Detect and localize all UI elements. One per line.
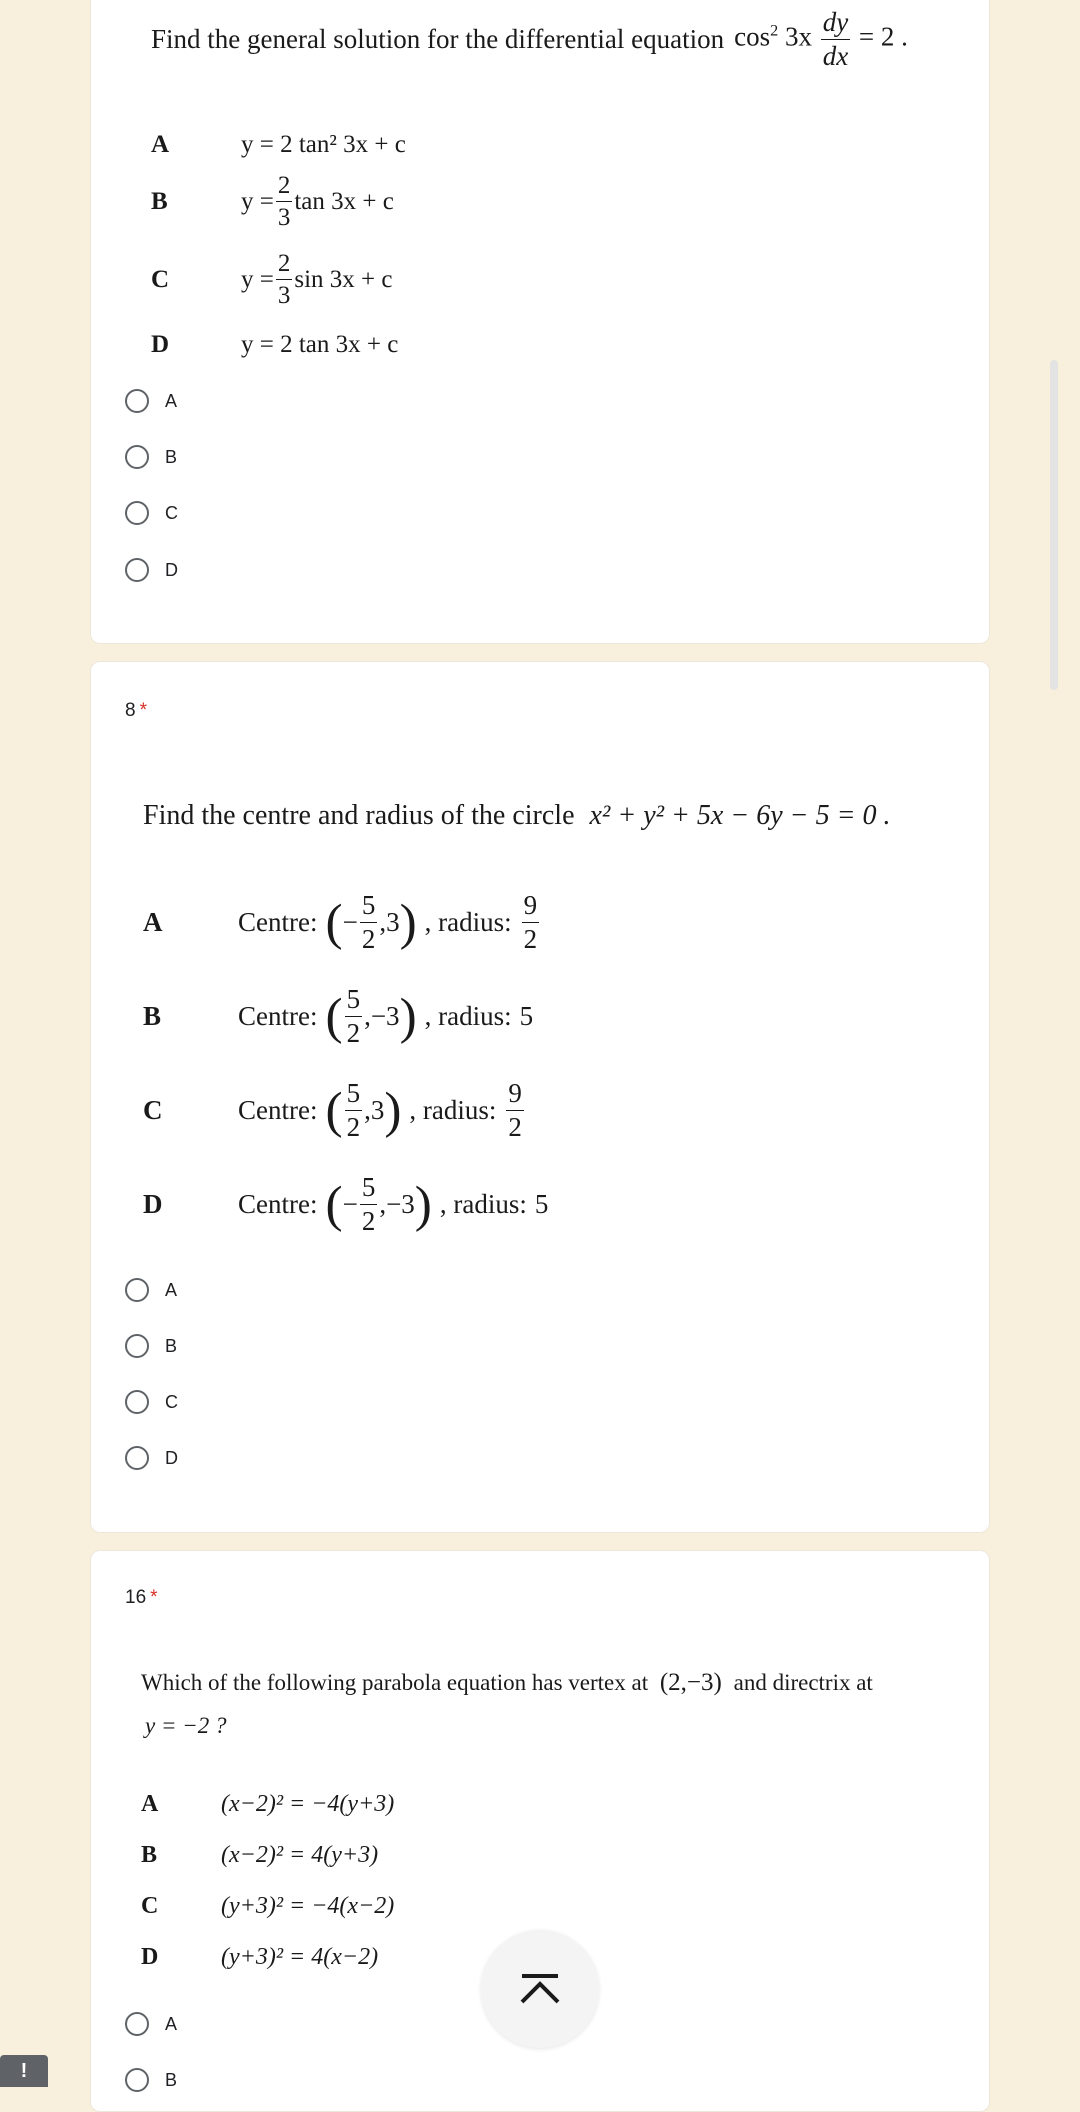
- question-number: 8 *: [125, 700, 147, 721]
- question-text: Which of the following parabola equation has vertex at (2,−3) and directrix at: [141, 1669, 873, 1696]
- question-card-1: [90, 0, 990, 644]
- option-row-d: D (y+3)² = 4(x−2): [141, 1944, 379, 1970]
- radio-option-b[interactable]: B: [125, 442, 177, 472]
- question-text: [151, 9, 908, 70]
- option-row-b: B y = $\frac{2}{3}$ tan 3x + c: [151, 172, 394, 231]
- question-card-8: [90, 661, 990, 1533]
- radio-button[interactable]: [125, 2068, 149, 2092]
- radio-button[interactable]: [125, 445, 149, 469]
- radio-button[interactable]: [125, 1446, 149, 1470]
- radio-option-b[interactable]: B: [125, 2065, 177, 2095]
- option-row-c: C (y+3)² = −4(x−2): [141, 1893, 395, 1919]
- report-badge[interactable]: !: [0, 2055, 48, 2087]
- radio-option-a[interactable]: A: [125, 2009, 177, 2039]
- option-row-a: A Centre: ( − $\frac{5}{2}$ ,3 ) , radius: $\frac{9}{2}$: [143, 890, 538, 954]
- radio-button[interactable]: [125, 389, 149, 413]
- option-row-b: B Centre: ( $\frac{5}{2}$ ,−3 ) , radius: 5: [143, 984, 534, 1048]
- question-text-line-2: y = −2 ?: [145, 1713, 227, 1738]
- question-equation: $\cos^2 3x$ $\frac{dy}{dx}$ = 2 .: [734, 7, 908, 71]
- radio-button[interactable]: [125, 1278, 149, 1302]
- radio-button[interactable]: [125, 1390, 149, 1414]
- scrollbar-thumb[interactable]: [1050, 360, 1058, 690]
- option-row-d: D Centre: ( − $\frac{5}{2}$ ,−3 ) , radius: 5: [143, 1172, 549, 1236]
- radio-option-a[interactable]: A: [125, 1275, 177, 1305]
- option-row-d: D y = 2 tan 3x + c: [151, 331, 399, 358]
- radio-button[interactable]: [125, 501, 149, 525]
- option-row-a: A y = 2 tan² 3x + c: [151, 131, 406, 158]
- option-row-a: A (x−2)² = −4(y+3): [141, 1791, 395, 1817]
- radio-option-c[interactable]: C: [125, 498, 178, 528]
- question-prefix: Find the general solution for the differential equation: [151, 24, 725, 54]
- scroll-to-top-button[interactable]: [481, 1930, 599, 2048]
- radio-button[interactable]: [125, 1334, 149, 1358]
- radio-button[interactable]: [125, 558, 149, 582]
- option-row-c: C Centre: ( $\frac{5}{2}$ ,3 ) , radius: $\frac{9}{2}$: [143, 1078, 522, 1142]
- option-row-c: C y = $\frac{2}{3}$ sin 3x + c: [151, 250, 393, 309]
- radio-option-d[interactable]: D: [125, 555, 178, 585]
- radio-option-a[interactable]: A: [125, 386, 177, 416]
- radio-option-d[interactable]: D: [125, 1443, 178, 1473]
- option-row-b: B (x−2)² = 4(y+3): [141, 1842, 379, 1868]
- radio-option-b[interactable]: B: [125, 1331, 177, 1361]
- radio-option-c[interactable]: C: [125, 1387, 178, 1417]
- radio-button[interactable]: [125, 2012, 149, 2036]
- question-text: Find the centre and radius of the circle x² + y² + 5x − 6y − 5 = 0 .: [143, 800, 891, 831]
- question-number: 16 *: [125, 1587, 158, 1608]
- chevron-up-icon: [518, 1972, 562, 2006]
